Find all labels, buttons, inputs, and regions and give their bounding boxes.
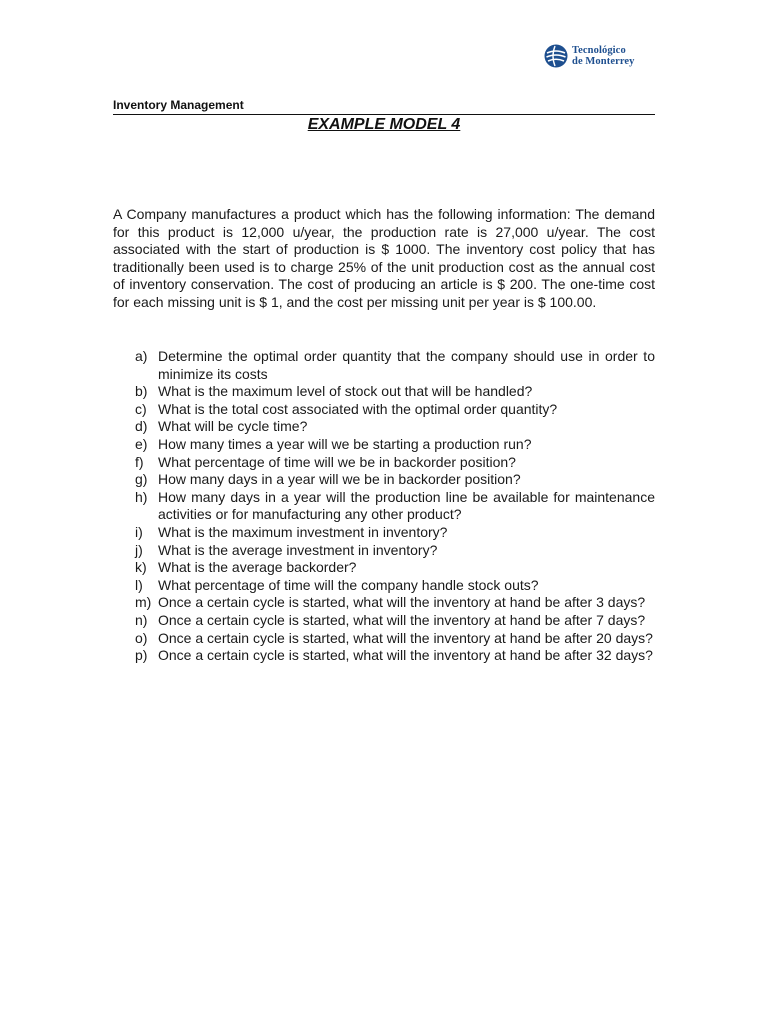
question-letter: n) xyxy=(135,611,148,628)
question-item xyxy=(113,594,655,612)
question-text: What percentage of time will we be in backorder position? xyxy=(158,453,516,470)
question-item xyxy=(113,559,655,577)
question-text: How many days in a year will we be in backorder position? xyxy=(158,471,521,488)
logo-line-2: de Monterrey xyxy=(572,56,635,67)
logo-line-1: Tecnológico xyxy=(572,45,626,56)
question-letter: p) xyxy=(135,647,148,664)
question-letter: a) xyxy=(135,348,148,364)
header-divider xyxy=(113,114,655,115)
section-label: Inventory Management xyxy=(113,98,244,112)
logo-wordmark xyxy=(572,45,635,67)
question-item xyxy=(113,612,655,630)
globe-logo-icon xyxy=(544,44,568,68)
question-text: What is the average backorder? xyxy=(158,559,357,576)
institution-logo xyxy=(544,44,635,68)
question-text: Once a certain cycle is started, what will the inventory at hand be after 3 days? xyxy=(158,594,646,611)
question-letter: j) xyxy=(135,541,143,558)
question-item xyxy=(113,383,655,401)
question-letter: k) xyxy=(135,559,147,576)
question-list xyxy=(113,348,655,665)
question-item xyxy=(113,542,655,560)
question-letter: i) xyxy=(135,523,143,540)
question-letter: m) xyxy=(135,594,152,611)
question-letter: f) xyxy=(135,453,144,470)
question-text: Determine the optimal order quantity that the company should use in order to minimize its costs xyxy=(158,348,655,382)
question-text: What percentage of time will the company handle stock outs? xyxy=(158,576,539,593)
question-letter: l) xyxy=(135,576,143,593)
question-text: What is the average investment in inventory? xyxy=(158,541,438,558)
question-text: What is the total cost associated with the optimal order quantity? xyxy=(158,400,558,417)
question-letter: e) xyxy=(135,435,148,452)
question-item xyxy=(113,454,655,472)
question-letter: o) xyxy=(135,629,148,646)
question-text: Once a certain cycle is started, what will the inventory at hand be after 20 days? xyxy=(158,629,653,646)
page-title: EXAMPLE MODEL 4 xyxy=(307,116,461,133)
question-text: How many days in a year will the production line be available for maintenance activities or for manufacturing any other product? xyxy=(158,488,655,523)
question-item xyxy=(113,401,655,419)
question-text: Once a certain cycle is started, what will the inventory at hand be after 7 days? xyxy=(158,611,646,628)
question-text: What is the maximum investment in inventory? xyxy=(158,523,448,540)
question-item xyxy=(113,630,655,648)
question-item xyxy=(113,489,655,524)
question-text: What is the maximum level of stock out that will be handled? xyxy=(158,383,533,400)
question-item xyxy=(113,436,655,454)
question-letter: c) xyxy=(135,400,147,417)
question-text: Once a certain cycle is started, what will the inventory at hand be after 32 days? xyxy=(158,647,653,664)
question-letter: d) xyxy=(135,418,148,435)
question-letter: g) xyxy=(135,471,148,488)
question-item xyxy=(113,348,655,383)
question-item xyxy=(113,471,655,489)
question-text: What will be cycle time? xyxy=(158,418,308,435)
question-item xyxy=(113,647,655,665)
question-item xyxy=(113,577,655,595)
problem-statement: A Company manufactures a product which has the following information: The demand for this product is 12,000 u/year, the production rate is 27,000 u/year. The cost associated with the start of production is $ 1000. The inventory cost policy that has traditionally been used is to charge 25% of the unit production cost as the annual cost of inventory conservation. The cost of producing an article is $ 200. The one-time cost for each missing unit is $ 1, and the cost per missing unit per year is $ 100.00. xyxy=(113,206,655,310)
question-letter: h) xyxy=(135,488,148,505)
question-item xyxy=(113,418,655,436)
question-text: How many times a year will we be starting a production run? xyxy=(158,435,532,452)
question-letter: b) xyxy=(135,383,148,400)
question-item xyxy=(113,524,655,542)
